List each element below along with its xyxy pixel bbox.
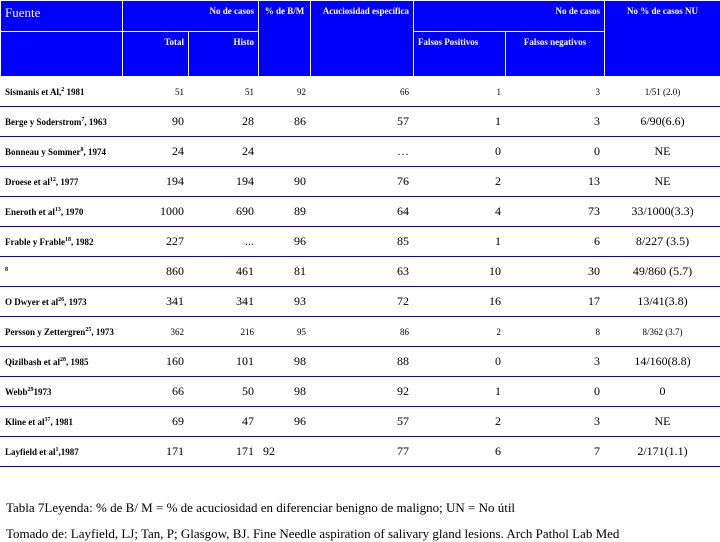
source-cell: Eneroth et $al^{13}$, 1970: [1, 197, 123, 227]
source-cell: Persson y Zettergren$^{25}$, 1973: [1, 317, 123, 347]
cell-fn: 30: [506, 257, 605, 287]
cell-bm: 86: [259, 107, 311, 137]
cell-bm: [259, 137, 311, 167]
header-pct-bm: % de B/M: [259, 1, 311, 77]
cell-nu: 2/171(1.1): [605, 437, 720, 467]
cell-total: 341: [123, 287, 189, 317]
cell-histo: 341: [189, 287, 259, 317]
cell-acu: 88: [311, 347, 414, 377]
cell-total: 51: [123, 77, 189, 107]
cell-fp: 2: [414, 167, 506, 197]
cell-acu: 72: [311, 287, 414, 317]
table-row: [1, 317, 720, 347]
cell-total: 194: [123, 167, 189, 197]
cell-histo: 24: [189, 137, 259, 167]
cell-total: 227: [123, 227, 189, 257]
cell-total: 24: [123, 137, 189, 167]
cell-fp: 2: [414, 317, 506, 347]
source-cell: Layfield et $al^1,1987$: [1, 437, 123, 467]
table-row: [1, 437, 720, 467]
cell-bm: 92: [259, 437, 311, 467]
source-cell: 8: [1, 257, 123, 287]
source-cell: Qizilbash et $al^{28}$, 1985: [1, 347, 123, 377]
table-row: [1, 407, 720, 437]
header-acuciosidad: Acuciosidad específica: [311, 1, 414, 77]
cell-fn: 73: [506, 197, 605, 227]
cell-acu: 66: [311, 77, 414, 107]
cell-fn: 7: [506, 437, 605, 467]
cell-fp: 10: [414, 257, 506, 287]
cell-fp: 1: [414, 77, 506, 107]
cell-total: 1000: [123, 197, 189, 227]
cell-acu: 77: [311, 437, 414, 467]
header-no-casos: No de casos: [123, 1, 259, 32]
cell-acu: 85: [311, 227, 414, 257]
cell-nu: 13/41(3.8): [605, 287, 720, 317]
header-total: Total: [123, 32, 189, 77]
table-source: Tomado de: Layfield, LJ; Tan, P; Glasgow, BJ. Fine Needle aspiration of salivary gland lesions. Arch Pathol Lab Med: [6, 526, 619, 542]
cell-fp: 2: [414, 407, 506, 437]
cell-fn: 17: [506, 287, 605, 317]
cell-total: 90: [123, 107, 189, 137]
cell-histo: ...: [189, 227, 259, 257]
header-no-casos-2: No de casos: [414, 1, 605, 32]
cell-nu: NE: [605, 167, 720, 197]
cell-fp: 1: [414, 227, 506, 257]
cell-acu: 86: [311, 317, 414, 347]
cell-fp: 16: [414, 287, 506, 317]
header-falsos-positivos: Falsos Positivos: [414, 32, 506, 77]
source-cell: O Dwyer et $al^{26}$, 1973: [1, 287, 123, 317]
cell-acu: 63: [311, 257, 414, 287]
cell-bm: 96: [259, 227, 311, 257]
header-histo: Histo: [189, 32, 259, 77]
cell-total: 362: [123, 317, 189, 347]
header-falsos-negativos: Falsos negativos: [506, 32, 605, 77]
cell-fn: 3: [506, 407, 605, 437]
cell-total: 66: [123, 377, 189, 407]
table-row: [1, 347, 720, 377]
cell-bm: 81: [259, 257, 311, 287]
cell-bm: 98: [259, 347, 311, 377]
cell-histo: 51: [189, 77, 259, 107]
cell-fp: 4: [414, 197, 506, 227]
cell-histo: 461: [189, 257, 259, 287]
table-row: [1, 107, 720, 137]
cell-fn: 0: [506, 137, 605, 167]
cell-nu: 1/51 (2.0): [605, 77, 720, 107]
cell-acu: 57: [311, 107, 414, 137]
table-row: [1, 287, 720, 317]
cell-fn: 6: [506, 227, 605, 257]
cell-total: 860: [123, 257, 189, 287]
cell-acu: 76: [311, 167, 414, 197]
cell-nu: 14/160(8.8): [605, 347, 720, 377]
table-row: [1, 377, 720, 407]
cell-fp: 6: [414, 437, 506, 467]
cell-nu: 8/362 (3.7): [605, 317, 720, 347]
cell-nu: 8/227 (3.5): [605, 227, 720, 257]
cell-fn: 8: [506, 317, 605, 347]
cell-acu: 64: [311, 197, 414, 227]
cell-bm: 93: [259, 287, 311, 317]
header-fuente: Fuente: [1, 1, 123, 32]
cell-fp: 1: [414, 377, 506, 407]
cell-bm: 90: [259, 167, 311, 197]
cell-nu: 49/860 (5.7): [605, 257, 720, 287]
cell-bm: 96: [259, 407, 311, 437]
cell-nu: 6/90(6.6): [605, 107, 720, 137]
source-cell: Webb$^{29}$1973: [1, 377, 123, 407]
source-cell: Bonneau y Sommer$^8$, 1974: [1, 137, 123, 167]
table-caption: Tabla 7Leyenda: % de B/ M = % de acuciosidad en diferenciar benigno de maligno; UN = No útil: [6, 500, 515, 516]
cell-fp: 0: [414, 137, 506, 167]
cell-histo: 690: [189, 197, 259, 227]
table-row: [1, 167, 720, 197]
cell-acu: 57: [311, 407, 414, 437]
cell-fn: 3: [506, 107, 605, 137]
cell-histo: 216: [189, 317, 259, 347]
cell-histo: 28: [189, 107, 259, 137]
header-fuente-blank: [1, 32, 123, 77]
cell-bm: 95: [259, 317, 311, 347]
table-row: [1, 257, 720, 287]
table-row: [1, 197, 720, 227]
cell-bm: 89: [259, 197, 311, 227]
cell-total: 69: [123, 407, 189, 437]
cell-histo: 194: [189, 167, 259, 197]
cell-total: 160: [123, 347, 189, 377]
cell-histo: 171: [189, 437, 259, 467]
cell-nu: NE: [605, 137, 720, 167]
cell-bm: 92: [259, 77, 311, 107]
cell-bm: 98: [259, 377, 311, 407]
source-cell: Frable y Frable$^{18}$, 1982: [1, 227, 123, 257]
table-row: [1, 227, 720, 257]
cell-nu: 0: [605, 377, 720, 407]
cell-histo: 47: [189, 407, 259, 437]
cell-acu: 92: [311, 377, 414, 407]
cell-histo: 101: [189, 347, 259, 377]
source-cell: Sismanis et Al,$^2$ 1981: [1, 77, 123, 107]
header-no-pct-nu: No % de casos NU: [605, 1, 720, 77]
cell-fn: 0: [506, 377, 605, 407]
cell-fn: 3: [506, 77, 605, 107]
cell-nu: NE: [605, 407, 720, 437]
table-row: [1, 137, 720, 167]
cell-fn: 13: [506, 167, 605, 197]
source-cell: Berge y Soderstrom$^7$, 1963: [1, 107, 123, 137]
cell-total: 171: [123, 437, 189, 467]
source-cell: Droese et $al^{12}$, 1977: [1, 167, 123, 197]
table-row: [1, 77, 720, 107]
cell-fp: 1: [414, 107, 506, 137]
cell-acu: …: [311, 137, 414, 167]
cell-nu: 33/1000(3.3): [605, 197, 720, 227]
cell-histo: 50: [189, 377, 259, 407]
cell-fp: 0: [414, 347, 506, 377]
cell-fn: 3: [506, 347, 605, 377]
source-cell: Kline et $al^{37}$, 1981: [1, 407, 123, 437]
